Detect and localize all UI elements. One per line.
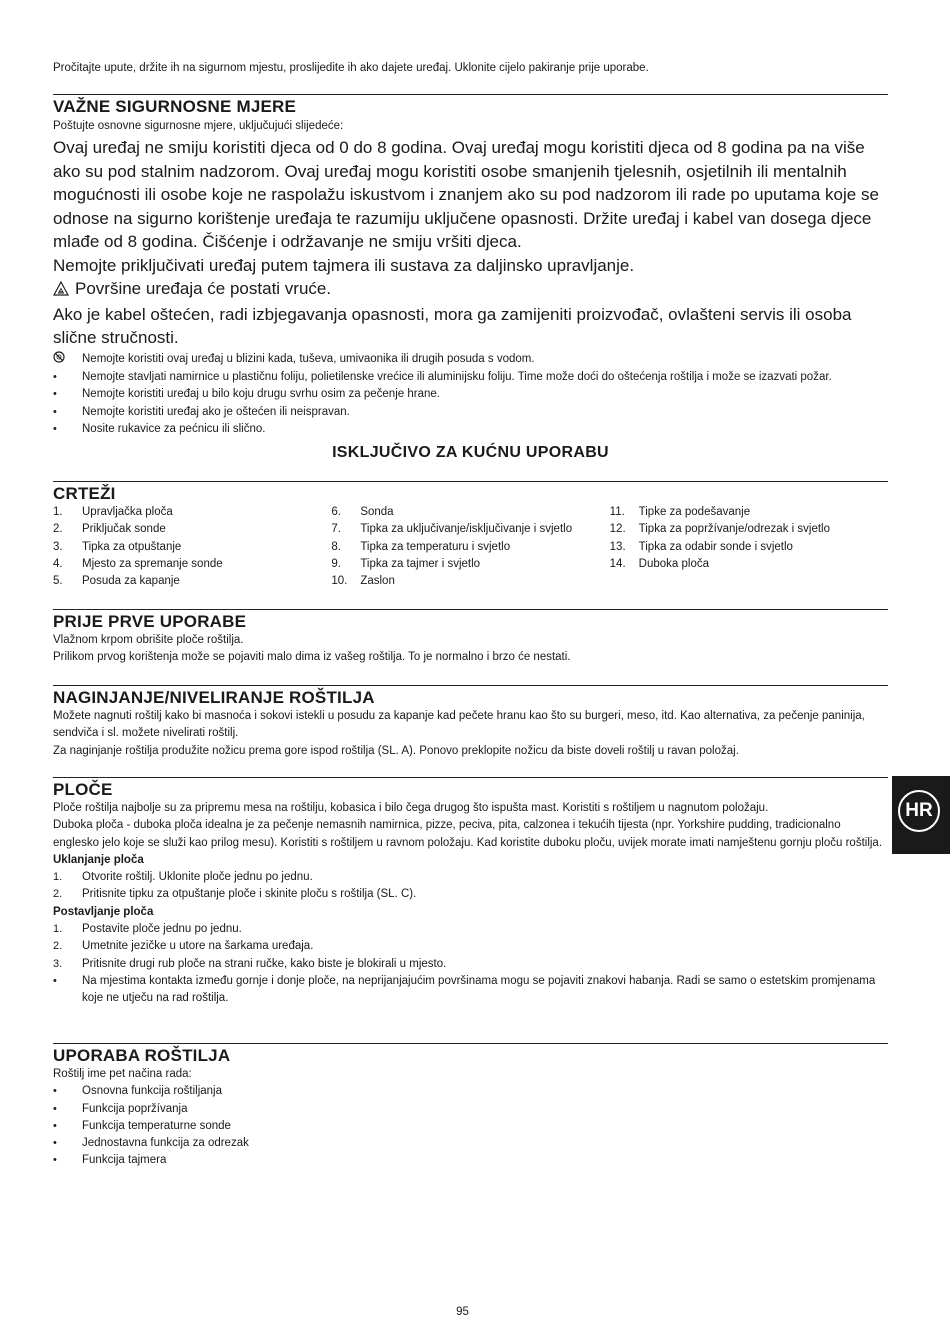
list-item — [53, 973, 888, 1008]
list-item-text: Nosite rukavice za pećnicu ili slično. — [82, 422, 266, 435]
bullet: • — [53, 1137, 57, 1150]
item-label: Duboka ploča — [638, 557, 709, 570]
section-rule — [53, 481, 888, 482]
bullet: • — [53, 1102, 57, 1115]
tilting-title: NAGINJANJE/NIVELIRANJE ROŠTILJA — [53, 688, 375, 707]
list-item — [53, 573, 331, 590]
first-use-section — [53, 609, 888, 667]
fitting-subtitle: Postavljanje ploča — [53, 905, 154, 918]
list-item — [53, 1118, 888, 1135]
item-label: Sonda — [360, 506, 394, 518]
list-item — [331, 521, 609, 538]
item-number: 1. — [53, 506, 63, 518]
prohibited-icon — [53, 351, 82, 369]
plates-section — [53, 777, 888, 1008]
item-number: 7. — [331, 523, 341, 536]
item-label: Upravljačka ploča — [82, 506, 173, 518]
paragraph: Prilikom prvog korištenja može se pojaviti malo dima iz vašeg roštilja. To je normalno i brzo će nestati. — [53, 651, 571, 664]
prohibited-text: Nemojte koristiti ovaj uređaj u blizini kada, tuševa, umivaonika ili drugih posuda s vodom. — [82, 352, 535, 365]
section-rule — [53, 1043, 888, 1044]
safety-paragraph-timer: Nemojte priključivati uređaj putem tajmera ili sustava za daljinsko upravljanje. — [53, 255, 635, 275]
item-number: 2. — [53, 940, 63, 953]
intro-text: Pročitajte upute, držite ih na sigurnom mjestu, proslijedite ih ako dajete uređaj. Uklonite cijelo pakiranje prije uporabe. — [53, 62, 649, 74]
list-item — [53, 1135, 888, 1152]
bullet: • — [53, 422, 57, 435]
list-item-text: Nemojte koristiti uređaj ako je oštećen ili neispravan. — [82, 405, 350, 418]
item-number: 3. — [53, 540, 63, 553]
list-item — [53, 386, 888, 403]
home-use-title: ISKLJUČIVO ZA KUĆNU UPORABU — [332, 444, 609, 461]
list-item — [53, 504, 331, 521]
plates-title: PLOČE — [53, 780, 113, 799]
item-number: 3. — [53, 957, 63, 970]
bullet: • — [53, 1119, 57, 1132]
bullet: • — [53, 1085, 57, 1098]
item-number: 12. — [609, 523, 626, 536]
section-rule — [53, 609, 888, 610]
safety-paragraph-hot — [53, 277, 888, 303]
item-label: Tipke za podešavanje — [638, 506, 751, 518]
item-number: 2. — [53, 523, 63, 536]
list-item-text: Nemojte stavljati namirnice u plastičnu foliju, polietilenske vrećice ili aluminijsku foliju. Time može doći do oštećenja roštilja i može se izazvati požar. — [82, 371, 832, 384]
page-number: 95 — [456, 1306, 469, 1318]
section-rule — [53, 685, 888, 686]
item-label: Mjesto za spremanje sonde — [82, 557, 223, 570]
item-number: 10. — [331, 575, 348, 588]
list-item — [331, 539, 609, 556]
item-number: 1. — [53, 871, 63, 884]
item-text: Otvorite roštilj. Uklonite ploče jednu po jednu. — [82, 871, 313, 884]
item-text: Umetnite jezičke u utore na šarkama uređaja. — [82, 940, 314, 953]
item-label: Tipka za odabir sonde i svjetlo — [638, 540, 793, 553]
hot-surface-text: Površine uređaja će postati vruće. — [75, 279, 332, 299]
item-text: Funkcija tajmera — [82, 1154, 167, 1167]
list-item — [331, 504, 609, 521]
item-text: Postavite ploče jednu po jednu. — [82, 923, 242, 936]
item-number: 11. — [609, 506, 625, 518]
list-item — [53, 1083, 888, 1100]
list-item — [610, 504, 888, 521]
drawings-column-3 — [610, 504, 888, 590]
bullet: • — [53, 371, 57, 384]
drawings-column-2 — [331, 504, 609, 590]
list-item — [53, 1152, 888, 1169]
list-item — [53, 521, 331, 538]
item-label: Tipka za temperaturu i svjetlo — [360, 540, 511, 553]
item-text: Funkcija popržívanja — [82, 1102, 188, 1115]
prohibited-item — [53, 351, 888, 369]
language-tab — [892, 776, 950, 854]
usage-title: UPORABA ROŠTILJA — [53, 1046, 231, 1065]
list-item — [53, 956, 888, 973]
safety-section — [53, 94, 888, 438]
drawings-column-1 — [53, 504, 331, 590]
item-number: 8. — [331, 540, 341, 553]
removing-subtitle: Uklanjanje ploča — [53, 853, 144, 866]
item-text: Pritisnite drugi rub ploče na strani ručke, kako biste je blokirali u mjesto. — [82, 957, 447, 970]
item-label: Priključak sonde — [82, 523, 166, 536]
first-use-title: PRIJE PRVE UPORABE — [53, 612, 247, 631]
item-label: Tipka za tajmer i svjetlo — [360, 557, 481, 570]
item-text: Osnovna funkcija roštiljanja — [82, 1085, 222, 1098]
list-item — [53, 369, 888, 386]
list-item — [53, 404, 888, 421]
item-number: 4. — [53, 557, 63, 570]
safety-paragraph-children: Ovaj uređaj ne smiju koristiti djeca od 0 do 8 godina. Ovaj uređaj mogu koristiti djeca od 8 godina pa na više ako su pod stalnim nadzorom. Ovaj uređaj mogu koristiti osobe smanjenih tjelesnih, osjetilnih ili mentalnih mogućnosti ili osobe koje ne raspolažu iskustvom i znanjem ako su pod nadzorom ili rade po uputama koje se odnose na sigurno korištenje uređaja te razumiju uključene opasnosti. Držite uređaj i kabel van dosega djece mlađe od 8 godina. Čišćenje i održavanje ne smiju vršiti djeca. — [53, 138, 879, 252]
warning-triangle-icon — [53, 279, 69, 303]
list-item — [610, 556, 888, 573]
item-number: 9. — [331, 557, 341, 570]
paragraph: Ploče roštilja najbolje su za pripremu mesa na roštilju, kobasica i bilo čega drugog što ispušta mast. Koristiti s roštiljem u nagnutom položaju. — [53, 802, 769, 814]
list-item — [610, 521, 888, 538]
item-number: 14. — [609, 557, 626, 570]
bullet: • — [53, 974, 57, 987]
item-text: Na mjestima kontakta između gornje i donje ploče, na neprijanjajućim površinama mogu se pojaviti znakovi habanja. Radi se samo o estetskim promjenama koje ne utječu na rad roštilja. — [82, 974, 876, 1005]
list-item — [53, 556, 331, 573]
item-label: Zaslon — [360, 575, 395, 588]
item-number: 1. — [53, 923, 63, 936]
drawings-columns — [53, 504, 888, 590]
safety-title: VAŽNE SIGURNOSNE MJERE — [53, 97, 297, 116]
item-label: Tipka za uključivanje/isključivanje i svjetlo — [360, 523, 573, 536]
usage-subtitle: Roštilj ime pet načina rada: — [53, 1068, 192, 1080]
item-number: 6. — [331, 506, 341, 518]
item-number: 13. — [609, 540, 626, 553]
paragraph: Duboka ploča - duboka ploča idealna je za pečenje nemasnih namirnica, pizze, peciva, pita, calzonea i tekućih tijesta (npr. Yorkshire pudding, tradicionalno englesko jelo koje se služi kao prilog mesu). Koristiti s roštiljem u ravnom položaju. Kad koristite duboku ploču, uvijek morate imati namještenu gornju ploču roštilja. — [53, 819, 883, 849]
list-item — [53, 539, 331, 556]
item-text: Pritisnite tipku za otpuštanje ploče i skinite ploču s roštilja (SL. C). — [82, 888, 417, 901]
item-label: Tipka za popržívanje/odrezak i svjetlo — [638, 523, 830, 536]
section-rule — [53, 94, 888, 95]
bullet: • — [53, 405, 57, 418]
drawings-title: CRTEŽI — [53, 484, 116, 503]
list-item — [53, 886, 888, 903]
list-item — [53, 1101, 888, 1118]
drawings-section — [53, 481, 888, 590]
list-item — [610, 539, 888, 556]
safety-paragraph-cable: Ako je kabel oštećen, radi izbjegavanja opasnosti, mora ga zamijeniti proizvođač, ovlašteni servis ili osoba slične stručnosti. — [53, 304, 852, 348]
list-item — [331, 573, 609, 590]
list-item — [53, 869, 888, 886]
language-badge: HR — [898, 790, 940, 832]
bullet: • — [53, 1154, 57, 1167]
section-rule — [53, 777, 888, 778]
list-item-text: Nemojte koristiti uređaj u bilo koju drugu svrhu osim za pečenje hrane. — [82, 388, 440, 401]
list-item — [331, 556, 609, 573]
paragraph: Možete nagnuti roštilj kako bi masnoća i sokovi istekli u posudu za kapanje kad pečete hranu kao što su burgeri, meso, itd. Kao alternativa, za pečenje paninija, sendviča i sl. možete nivelirati roštilj. — [53, 710, 865, 740]
list-item — [53, 421, 888, 438]
item-text: Funkcija temperaturne sonde — [82, 1119, 231, 1132]
item-label: Tipka za otpuštanje — [82, 540, 182, 553]
tilting-section — [53, 685, 888, 760]
list-item — [53, 938, 888, 955]
list-item — [53, 921, 888, 938]
bullet: • — [53, 388, 57, 401]
item-label: Posuda za kapanje — [82, 575, 180, 588]
paragraph: Vlažnom krpom obrišite ploče roštilja. — [53, 634, 244, 646]
safety-subtitle: Poštujte osnovne sigurnosne mjere, uključujući slijedeće: — [53, 120, 344, 132]
paragraph: Za naginjanje roštilja produžite nožicu prema gore ispod roštilja (SL. A). Ponovo preklopite nožicu da biste doveli roštilj u ravan položaj. — [53, 744, 739, 757]
item-number: 5. — [53, 575, 63, 588]
usage-section — [53, 1043, 888, 1170]
item-number: 2. — [53, 888, 63, 901]
item-text: Jednostavna funkcija za odrezak — [82, 1137, 249, 1150]
